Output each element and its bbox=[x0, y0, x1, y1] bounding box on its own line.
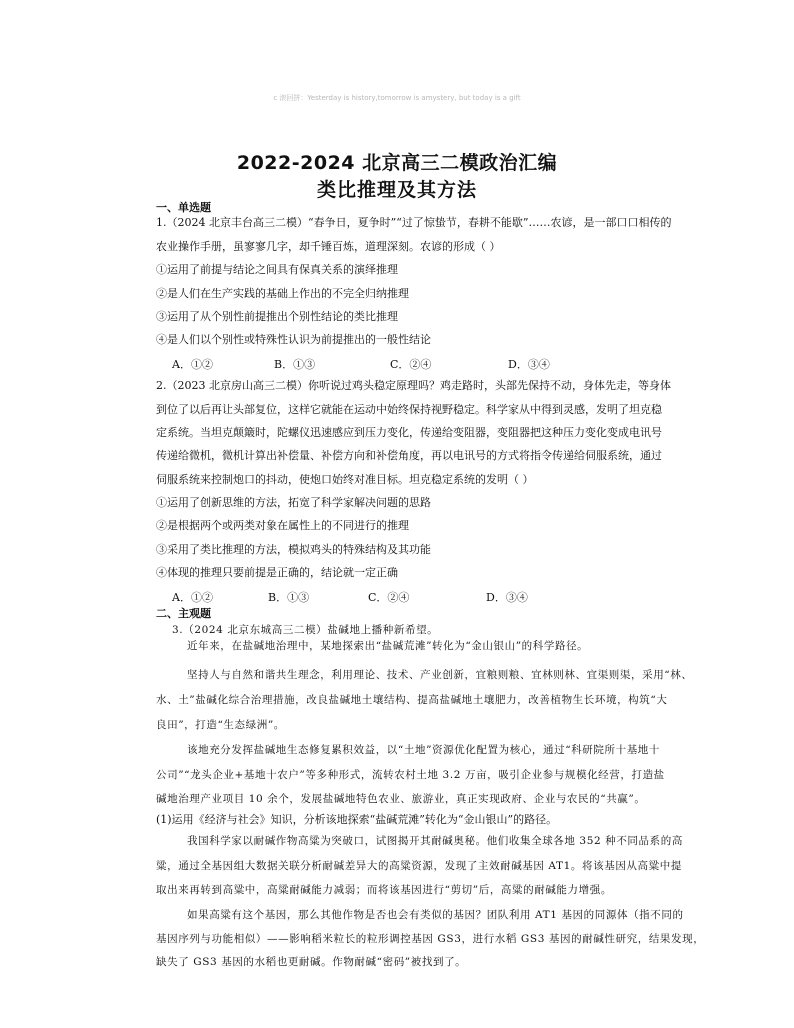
q2-stem-line-1: 2.（2023 北京房山高三二模）你听说过鸡头稳定原理吗？鸡走路时，头部先保持不动，身体先走，等身体 bbox=[156, 379, 671, 392]
q2-option-a[interactable]: A．①② bbox=[172, 591, 213, 604]
q3-para-3-line-1: 该地充分发挥盐碱地生态修复累积效益，以“土地”资源优化配置为核心，通过“科研院所十基地十 bbox=[187, 744, 661, 756]
q3-para-5-line-3: 缺失了 GS3 基因的水稻也更耐碱。作物耐碱“密码”被找到了。 bbox=[156, 956, 467, 968]
q2-option-c[interactable]: C．②④ bbox=[368, 591, 410, 604]
q3-para-1: 近年来，在盐碱地治理中，某地探索出“盐碱荒滩”转化为“金山银山”的科学路径。 bbox=[187, 640, 589, 652]
section-heading-subjective: 二、主观题 bbox=[156, 607, 211, 620]
q3-para-4-line-3: 取出来再转到高粱中，高粱耐碱能力减弱；而将该基因进行“剪切”后，高粱的耐碱能力增强。 bbox=[156, 884, 612, 896]
q2-stem-line-5: 伺服系统来控制炮口的抖动，使炮口始终对准目标。坦克稳定系统的发明（ ） bbox=[156, 473, 534, 486]
q3-para-2-line-1: 坚持人与自然和谐共生理念，利用理论、技术、产业创新，宜粮则粮、宜林则林、宜渠则渠，采用“林、 bbox=[187, 669, 693, 681]
q1-statement-1: ①运用了前提与结论之间具有保真关系的演绎推理 bbox=[156, 263, 398, 276]
q1-option-a[interactable]: A．①② bbox=[172, 358, 213, 371]
document-subtitle: 类比推理及其方法 bbox=[316, 179, 477, 201]
q3-para-4-line-2: 粱，通过全基因组大数据关联分析耐碱差异大的高粱资源，发现了主效耐碱基因 AT1。将该基因从高粱中提 bbox=[156, 860, 682, 872]
q1-option-d[interactable]: D．③④ bbox=[508, 358, 550, 371]
q3-para-5-line-2: 基因序列与功能相似）——影响稻米粒长的粒形调控基因 GS3，进行水稻 GS3 基因的耐碱性研究，结果发现， bbox=[156, 933, 705, 945]
q2-option-b[interactable]: B．①③ bbox=[268, 591, 310, 604]
q2-stem-line-2: 到位了以后再让头部复位，这样它就能在运动中始终保持视野稳定。科学家从中得到灵感，发明了坦克稳 bbox=[156, 403, 662, 416]
q2-stem-line-4: 传递给微机，微机计算出补偿量、补偿方向和补偿角度，再以电讯号的方式将指令传递给伺服系统，通过 bbox=[156, 449, 662, 462]
q1-option-c[interactable]: C．②④ bbox=[390, 358, 432, 371]
document-title: 2022-2024 北京高三二模政治汇编 bbox=[236, 152, 558, 174]
q3-para-2-line-2: 水、土”盐碱化综合治理措施，改良盐碱地土壤结构、提高盐碱地土壤肥力，改善植物生长环境，构筑“大 bbox=[156, 694, 668, 706]
q3-para-4-line-1: 我国科学家以耐碱作物高粱为突破口，试图揭开其耐碱奥秘。他们收集全球各地 352 种不同品系的高 bbox=[187, 835, 683, 847]
q1-statement-4: ④是人们以个别性或特殊性认识为前提推出的一般性结论 bbox=[156, 333, 431, 346]
q1-statement-2: ②是人们在生产实践的基础上作出的不完全归纳推理 bbox=[156, 287, 409, 300]
q3-head: 3.（2024 北京东城高三二模）盐碱地上播种新希望。 bbox=[172, 624, 439, 636]
q3-para-3-line-2: 公司”“龙头企业+基地十农户”等多种形式，流转农村土地 3.2 万亩，吸引企业参与规模化经营，打造盐 bbox=[156, 769, 665, 781]
q1-stem-line-2: 农业操作手册，虽寥寥几字，却千锤百炼，道理深刻。农谚的形成（ ） bbox=[156, 240, 501, 253]
q1-statement-3: ③运用了从个别性前提推出个别性结论的类比推理 bbox=[156, 310, 398, 323]
q2-statement-3: ③采用了类比推理的方法，模拟鸡头的特殊结构及其功能 bbox=[156, 543, 431, 556]
q3-para-3-line-3: 碱地治理产业项目 10 余个，发展盐碱地特色农业、旅游业，真正实现政府、企业与农民的“共赢”。 bbox=[156, 793, 646, 805]
q3-para-5-line-1: 如果高粱有这个基因，那么其他作物是否也会有类似的基因？团队利用 AT1 基因的同源体（指不同的 bbox=[187, 909, 684, 921]
q1-stem-line-1: 1.（2024 北京丰台高三二模）“春争日，夏争时”“过了惊蛰节，春耕不能歇”……农谚，是一部口口相传的 bbox=[156, 216, 672, 229]
q1-option-b[interactable]: B．①③ bbox=[274, 358, 316, 371]
q2-statement-2: ②是根据两个或两类对象在属性上的不同进行的推理 bbox=[156, 519, 409, 532]
q2-option-d[interactable]: D．③④ bbox=[486, 591, 528, 604]
q3-para-2-line-3: 良田”，打造“生态绿洲”。 bbox=[156, 719, 285, 731]
watermark-text: c 滚回拼：Yesterday is history,tomorrow is amystery, but today is a gift bbox=[273, 94, 521, 102]
q2-statement-1: ①运用了创新思维的方法，拓宽了科学家解决问题的思路 bbox=[156, 496, 431, 509]
q2-statement-4: ④体现的推理只要前提是正确的，结论就一定正确 bbox=[156, 566, 398, 579]
q2-stem-line-3: 定系统。当坦克颠簸时，陀螺仪迅速感应到压力变化，传递给变阻器，变阻器把这种压力变化变成电讯号 bbox=[156, 426, 662, 439]
q3-subquestion-1: (1)运用《经济与社会》知识，分析该地探索“盐碱荒滩”转化为“金山银山”的路径。 bbox=[156, 813, 558, 826]
section-heading-single-choice: 一、单选题 bbox=[156, 201, 211, 214]
